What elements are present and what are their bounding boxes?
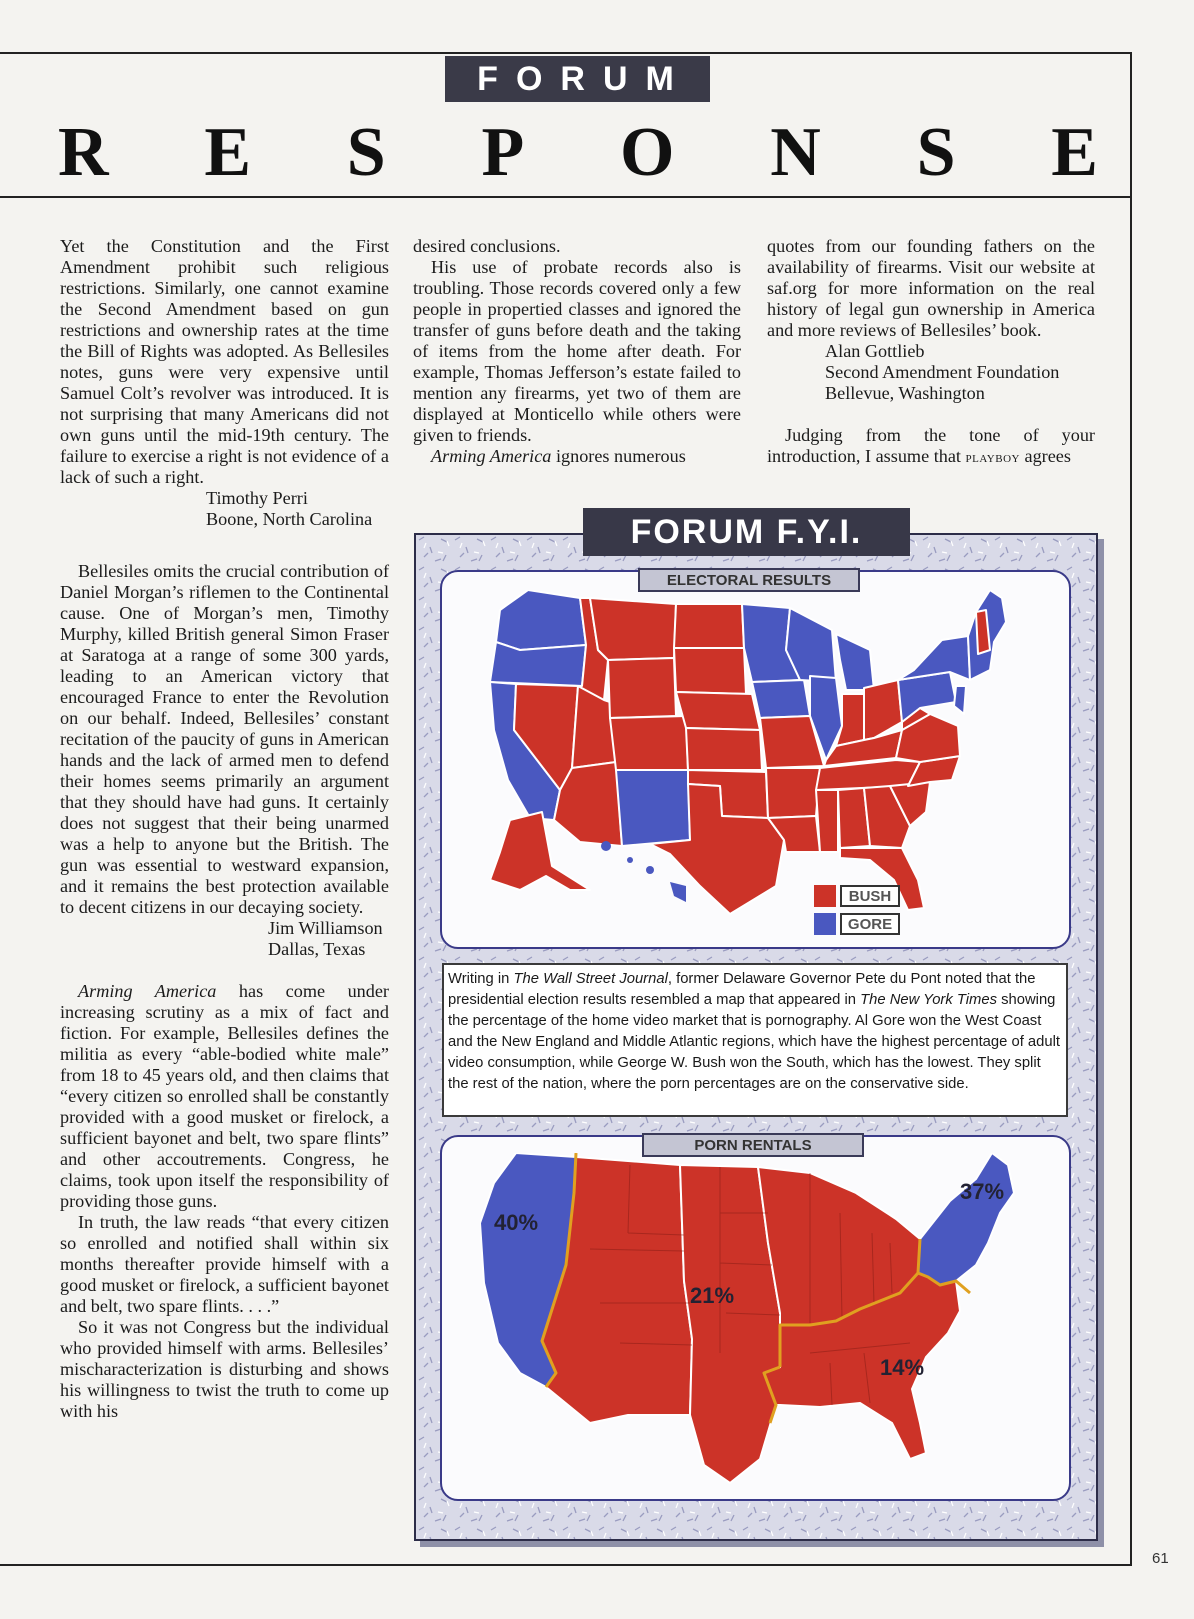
signature-place: Boone, North Carolina [206, 509, 373, 529]
title-letter: N [770, 114, 821, 191]
title-letter: E [204, 114, 252, 191]
signature-place: Dallas, Texas [268, 939, 366, 959]
title-letter: O [620, 114, 675, 191]
signature-place: Bellevue, Washington [825, 383, 985, 403]
pct-south: 14% [880, 1355, 925, 1380]
new-jersey-state [954, 686, 966, 714]
kansas-state [686, 728, 762, 770]
northeast-region [918, 1153, 1014, 1285]
letter-paragraph: Judging from the tone of your introduction, I assume that playboy agrees [767, 425, 1095, 466]
title-letter: E [1051, 114, 1098, 191]
pct-northeast: 37% [960, 1179, 1005, 1204]
title-letter: P [481, 114, 525, 191]
legend-swatch [814, 913, 836, 935]
nebraska-state [676, 692, 760, 730]
west-coast-states [496, 590, 586, 650]
letter-paragraph: So it was not Congress but the individual who provided himself with arms. Bellesiles’ mischaracterization is disturbing and shows his willingness to twist the truth to come up with his [60, 1317, 389, 1421]
hawaii-island [627, 857, 633, 863]
fyi-tab: FORUM F.Y.I. [583, 508, 910, 556]
electoral-results-label: ELECTORAL RESULTS [638, 568, 860, 592]
fyi-caption: Writing in The Wall Street Journal, former Delaware Governor Pete du Pont noted that the presidential election results resembled a map that appeared in The New York Times showing the percentage of the home video market that is pornography. Al Gore won the West Coast and the New England and Middle Atlantic regions, which have the highest percentage of adult video consumption, while George W. Bush won the South, which has the lowest. They split the rest of the nation, where the porn percentages are on the conservative side. [442, 963, 1068, 1117]
letter-paragraph: desired conclusions. [413, 236, 561, 256]
title-letter: S [916, 114, 956, 191]
arkansas-state [766, 768, 820, 818]
porn-rentals-map [480, 1153, 1030, 1487]
top-rule [0, 52, 1132, 54]
letter-paragraph: Arming America has come under increasing scrutiny as a mix of fact and fiction. For example, Bellesiles defines the militia as every “able-bodied white male” from 18 to 45 years old, and then claims that “every citizen so enrolled shall be constantly provided with a good musket or firelock, a sufficient bayonet and belt, two spare flints” and other accoutrements. Congress, he claims, took upon itself the responsibility of providing those guns. [60, 981, 389, 1211]
title-letter: S [346, 114, 386, 191]
column-3 [767, 236, 1095, 468]
hawaii-island [670, 882, 686, 902]
column-2 [413, 236, 741, 467]
hawaii-island [646, 866, 654, 874]
montana-state [590, 598, 676, 660]
electoral-map [490, 590, 1030, 930]
hawaii-island [601, 841, 611, 851]
signature-org: Second Amendment Foundation [825, 362, 1060, 382]
legend-bush [814, 885, 900, 907]
header-rule [0, 196, 1132, 198]
new-york-state [898, 636, 970, 680]
bottom-rule [0, 1564, 1132, 1566]
page-number: 61 [1152, 1550, 1169, 1567]
michigan-state [836, 634, 874, 690]
new-mexico-state [616, 770, 690, 846]
column-1 [60, 236, 389, 1422]
letter-paragraph: In truth, the law reads “that every citizen so enrolled and notified shall within six months thereafter provide himself with a good musket or firelock, a sufficient bayonet and belt, two spare flints. . . .” [60, 1212, 389, 1316]
signature-name: Jim Williamson [268, 918, 383, 938]
pct-central: 21% [690, 1283, 735, 1308]
signature-name: Timothy Perri [206, 488, 308, 508]
book-title: Arming America [78, 981, 217, 1001]
legend-label: BUSH [840, 885, 900, 907]
legend-gore [814, 913, 900, 935]
south-dakota-state [674, 648, 746, 694]
letter-paragraph: quotes from our founding fathers on the availability of firearms. Visit our website at saf.org for more information on the real history of legal gun ownership in America and more reviews of Bellesiles’ book. [767, 236, 1095, 340]
mississippi-state [816, 790, 838, 852]
letter-paragraph: Yet the Constitution and the First Amendment prohibit such religious restrictions. Similarly, one cannot examine the Second Amendment based on gun restrictions and ownership rates at the time the Bill of Rights was adopted. As Bellesiles notes, guns were very expensive until Samuel Colt’s revolver was introduced. It is not surprising that many Americans did not own guns until the mid-19th century. The failure to exercise a right is not evidence of a lack of such a right. [60, 236, 389, 487]
iowa-state [752, 680, 810, 718]
north-dakota-state [674, 604, 744, 648]
book-title: Arming America [431, 446, 552, 466]
page-title [58, 112, 1098, 194]
legend-swatch [814, 885, 836, 907]
signature-name: Alan Gottlieb [825, 341, 925, 361]
section-tab: FORUM [445, 56, 710, 102]
porn-rentals-label: PORN RENTALS [642, 1133, 864, 1157]
colorado-state [610, 716, 688, 770]
wyoming-state [608, 658, 676, 718]
right-rule [1130, 52, 1132, 1566]
pct-west: 40% [494, 1210, 539, 1235]
letter-paragraph: His use of probate records also is troubling. Those records covered only a few people in propertied classes and ignored the transfer of guns before death and the taking of items from the home after death. For example, Thomas Jefferson’s estate failed to mention any firearms, yet two of them are displayed at Monticello while others were given to friends. [413, 257, 741, 445]
letter-paragraph: Bellesiles omits the crucial contribution of Daniel Morgan’s riflemen to the Continental cause. One of Morgan’s men, Timothy Murphy, killed British general Simon Fraser at Saratoga at a range of some 300 yards, leading to an American victory that encouraged France to enter the Revolution on our behalf. Indeed, Bellesiles’ constant recitation of the paucity of guns in American hands and the lack of armed men to defend their homes seems primarily an argument that they should have had guns. It certainly does not suggest that their being unarmed was a help to anyone but the British. The gun was essential to westward expansion, and it remains the best protection available to decent citizens in our decaying society. [60, 561, 389, 917]
legend-label: GORE [840, 913, 900, 935]
letter-paragraph: Arming America ignores numerous [431, 446, 686, 466]
oregon-state [490, 642, 586, 686]
title-letter: R [58, 114, 109, 191]
